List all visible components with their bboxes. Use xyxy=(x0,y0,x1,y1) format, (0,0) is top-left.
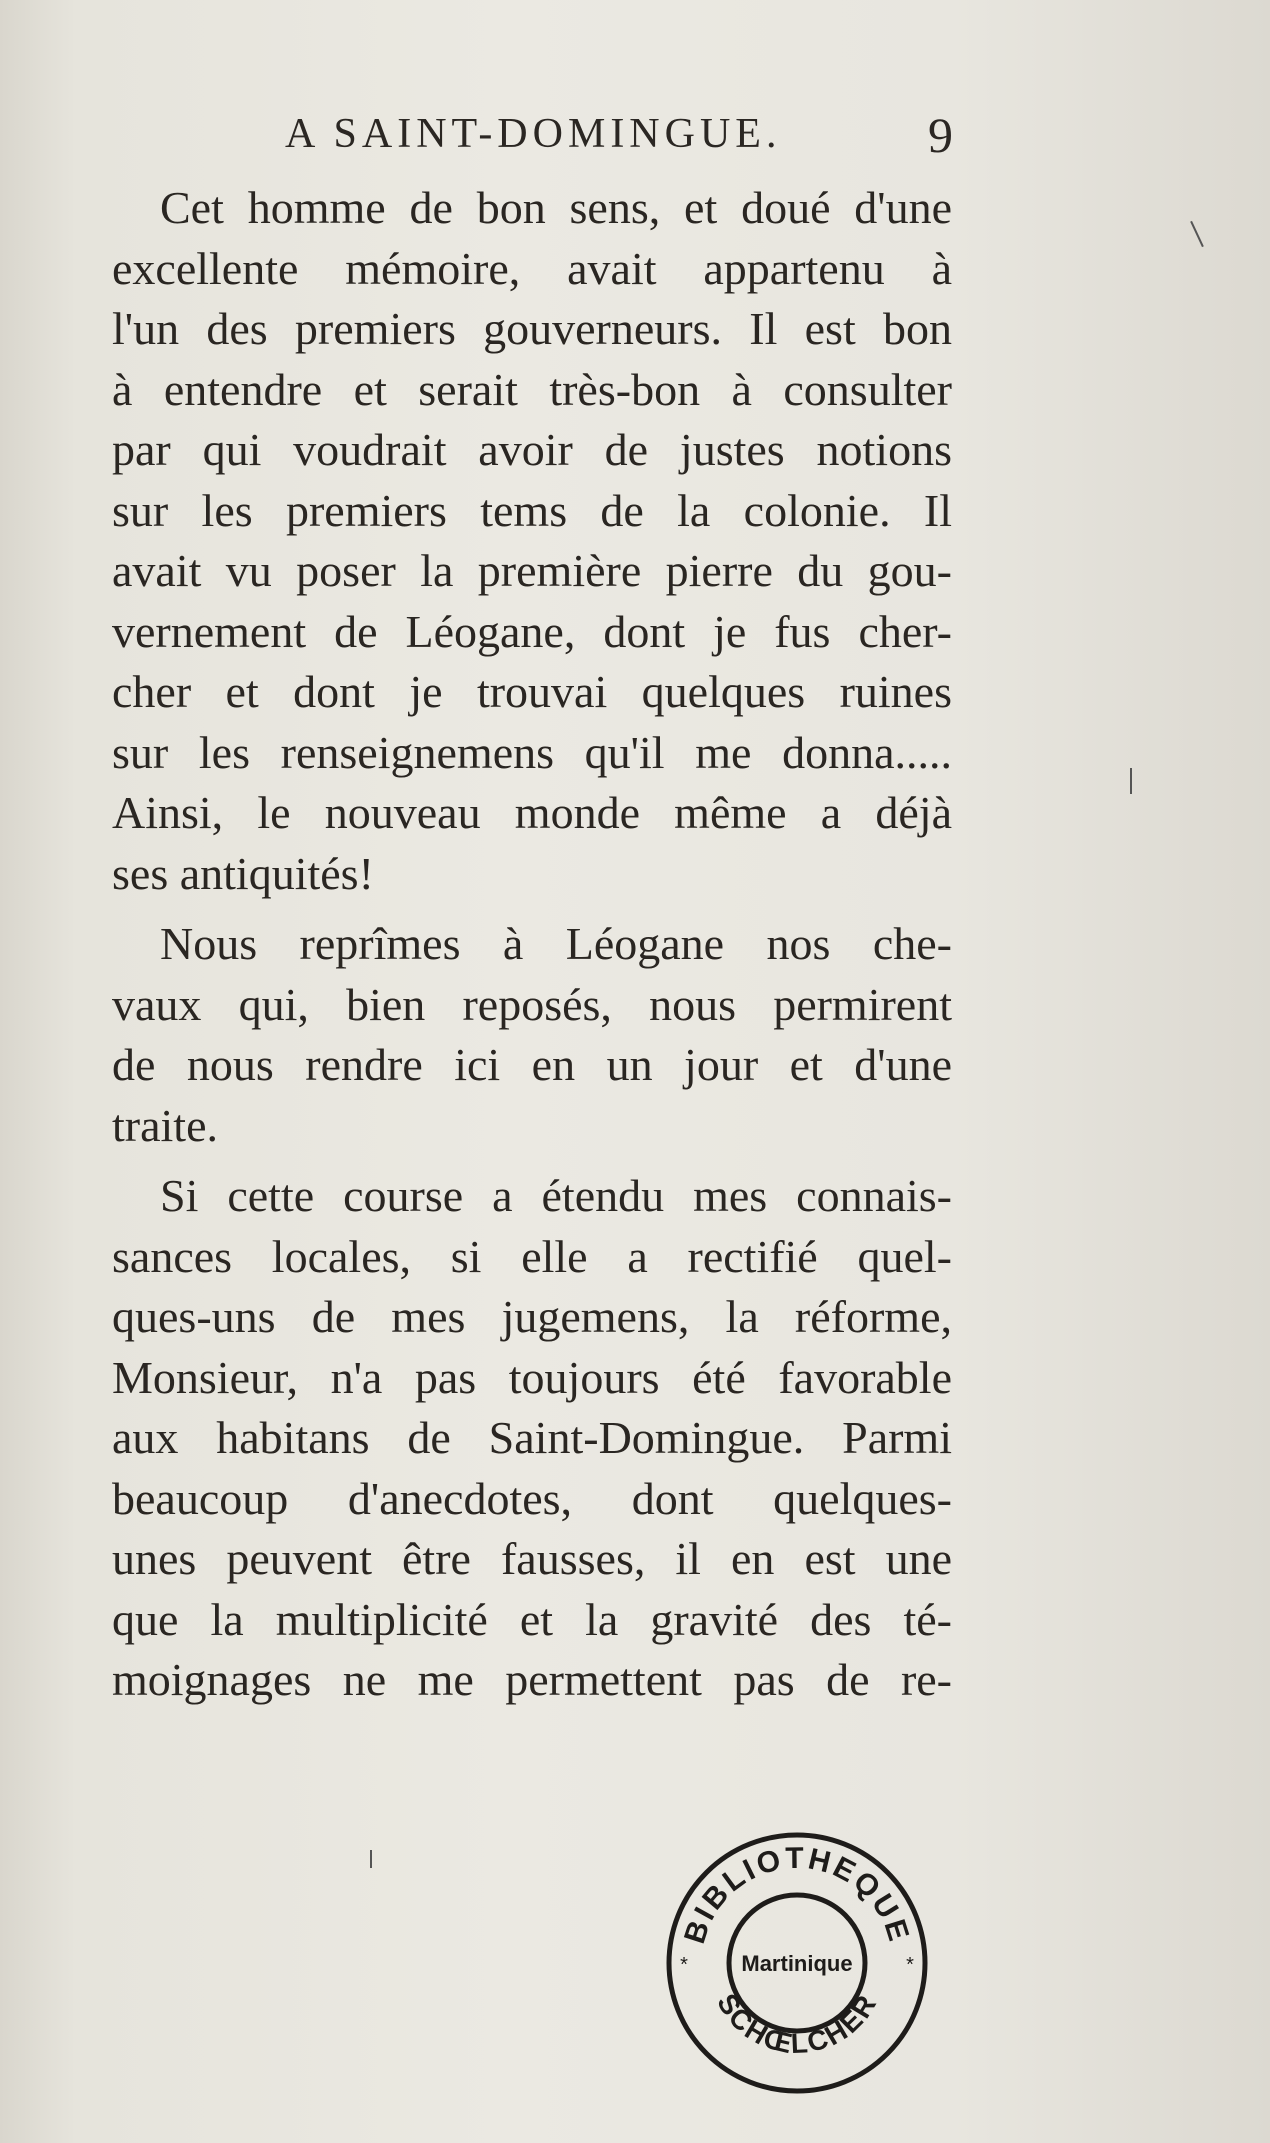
text-line: Monsieur, n'a pas toujours été favorable xyxy=(112,1351,952,1403)
stamp-center-text: Martinique xyxy=(741,1951,853,1976)
stamp-bottom-text: SCHŒLCHER xyxy=(711,1988,883,2060)
text-line: beaucoup d'anecdotes, dont quelques- xyxy=(112,1472,952,1524)
text-line: moignages ne me permettent pas de re- xyxy=(112,1654,952,1705)
text-line: ses antiquités! xyxy=(112,847,374,899)
paper-mark xyxy=(1190,221,1204,247)
text-line: de nous rendre ici en un jour et d'une xyxy=(112,1039,952,1090)
text-line: sur les renseignemens qu'il me donna..... xyxy=(112,726,952,778)
text-line: Si cette course a étendu mes connais- xyxy=(160,1170,952,1221)
text-line: Nous reprîmes à Léogane nos che- xyxy=(160,918,952,969)
text-line: sances locales, si elle a rectifié quel- xyxy=(112,1230,952,1282)
library-stamp xyxy=(662,1828,932,2098)
body-text xyxy=(112,178,952,1711)
text-line: cher et dont je trouvai quelques ruines xyxy=(112,666,952,717)
text-line: avait vu poser la première pierre du gou- xyxy=(112,545,952,596)
paragraph-2 xyxy=(112,914,952,1156)
text-line: par qui voudrait avoir de justes notions xyxy=(112,424,952,475)
page-number: 9 xyxy=(928,107,953,163)
running-title: A SAINT-DOMINGUE. xyxy=(285,111,782,157)
text-line: Ainsi, le nouveau monde même a déjà xyxy=(112,787,952,838)
text-line: excellente mémoire, avait appartenu à xyxy=(112,242,952,294)
paper-mark xyxy=(1130,768,1132,794)
text-line: l'un des premiers gouverneurs. Il est bon xyxy=(112,303,952,354)
text-line: Cet homme de bon sens, et doué d'une xyxy=(160,182,952,233)
text-line: vernement de Léogane, dont je fus cher- xyxy=(112,605,952,657)
stamp-top-text: BIBLIOTHEQUE xyxy=(678,1841,916,1948)
text-line: ques-uns de mes jugemens, la réforme, xyxy=(112,1291,952,1342)
paragraph-3 xyxy=(112,1166,952,1711)
paragraph-1 xyxy=(112,178,952,904)
text-line: sur les premiers tems de la colonie. Il xyxy=(112,484,952,536)
text-line: traite. xyxy=(112,1099,218,1151)
text-line: vaux qui, bien reposés, nous permirent xyxy=(112,978,952,1030)
text-line: à entendre et serait très-bon à consulter xyxy=(112,363,952,415)
text-line: que la multiplicité et la gravité des té- xyxy=(112,1593,952,1645)
paper-mark xyxy=(370,1850,372,1868)
text-line: aux habitans de Saint-Domingue. Parmi xyxy=(112,1412,952,1463)
stamp-star-right: * xyxy=(906,1954,914,1976)
page-header xyxy=(285,107,965,170)
text-line: unes peuvent être fausses, il en est une xyxy=(112,1533,952,1584)
stamp-star-left: * xyxy=(680,1954,688,1976)
